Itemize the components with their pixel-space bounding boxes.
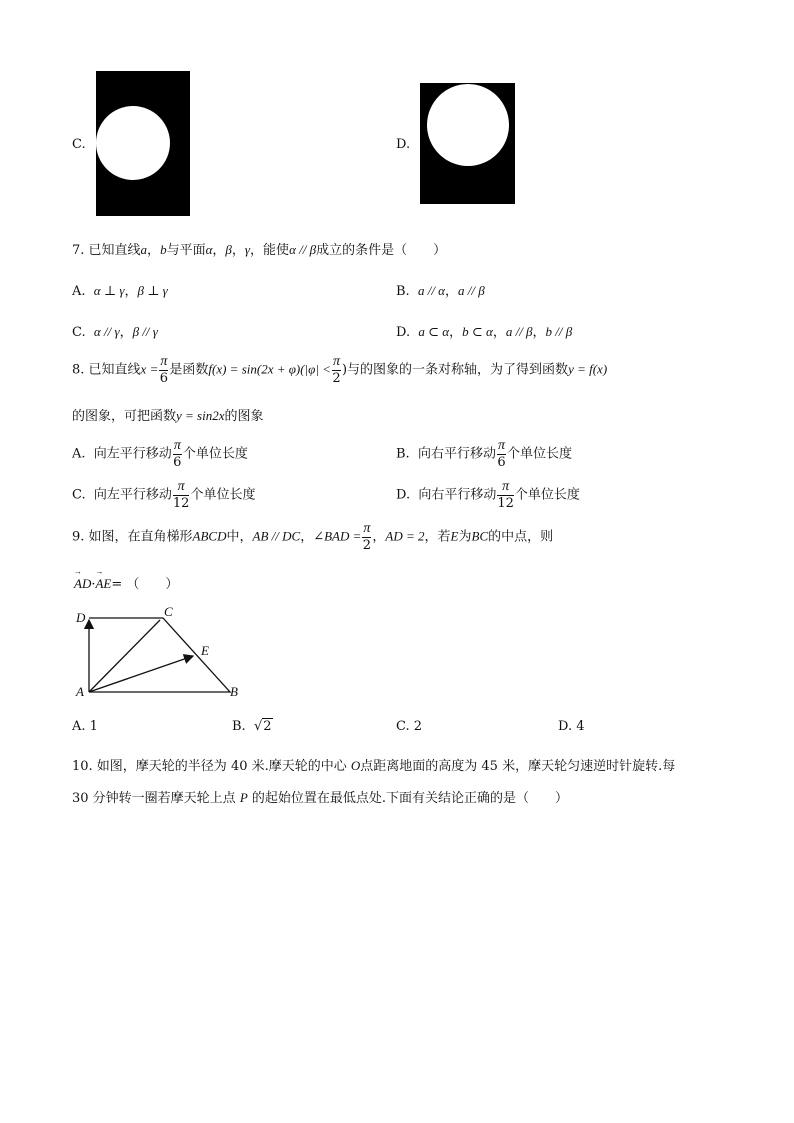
black-rect-circle-top-icon — [420, 83, 515, 204]
q8-option-a[interactable]: A. 向左平行移动 $\frac{\pi}{6}$ 个单位长度 — [72, 438, 248, 470]
q10-stem-line2: 30 分钟转一圈若摩天轮上点 P 的起始位置在最低点处.下面有关结论正确的是（ ） — [72, 790, 569, 806]
fraction-pi-2: $\frac{\pi}{2}$ — [332, 354, 341, 386]
option-d-label: D. — [396, 137, 411, 152]
q7-option-b[interactable]: B. a // α，a // β — [396, 283, 485, 299]
q8-option-b[interactable]: B. 向右平行移动 $\frac{\pi}{6}$ 个单位长度 — [396, 438, 572, 470]
q7-option-d[interactable]: D. a ⊂ α，b ⊂ α，a // β，b // β — [396, 324, 573, 340]
fraction-pi-6: $\frac{\pi}{6}$ — [159, 354, 168, 386]
vertex-b-label: B — [230, 684, 238, 699]
black-rect-circle-left-icon — [96, 71, 190, 216]
trapezoid-diagram — [70, 604, 250, 704]
q7-option-a[interactable]: A. α ⊥ γ，β ⊥ γ — [72, 283, 168, 299]
vector-ae: → AE — [95, 567, 112, 591]
q9-stem-line1: 9. 如图，在直角梯形ABCD中，AB // DC，∠BAD = $\frac{\pi}{2}$ ，AD = 2，若E为BC的中点，则 — [72, 521, 554, 553]
q9-option-a[interactable]: A. 1 — [72, 719, 98, 734]
q9-option-c[interactable]: C. 2 — [396, 719, 423, 734]
vertex-c-label: C — [164, 604, 173, 619]
sqrt-2: √2 — [253, 719, 272, 734]
q9-option-b[interactable]: B. √2 — [232, 719, 272, 734]
vector-ad: → AD — [74, 567, 92, 591]
q8-stem-line2: 的图象，可把函数y = sin2x的图象 — [72, 408, 264, 424]
q7-option-c[interactable]: C. α // γ，β // γ — [72, 324, 158, 340]
q8-option-d[interactable]: D. 向右平行移动 $\frac{\pi}{12}$ 个单位长度 — [396, 479, 580, 511]
option-c-label: C. — [72, 137, 86, 152]
q9-stem-line2: → AD· → AE= （ ） — [74, 567, 179, 592]
q7-stem: 7. 已知直线a，b与平面α，β，γ，能使α // β成立的条件是（ ） — [72, 242, 447, 258]
q8-option-c[interactable]: C. 向左平行移动 $\frac{\pi}{12}$ 个单位长度 — [72, 479, 256, 511]
vertex-e-label: E — [201, 643, 209, 658]
q9-option-d[interactable]: D. 4 — [558, 719, 585, 734]
fraction-pi-2: $\frac{\pi}{2}$ — [362, 521, 372, 553]
q8-stem-line1: 8. 已知直线x = $\frac{\pi}{6}$ 是函数f(x) = sin(2x + φ)(|φ| < $\frac{\pi}{2}$ )与的图象的一条对称轴，为了得到函数y = f(x) — [72, 354, 608, 386]
vertex-d-label: D — [76, 610, 86, 625]
q10-stem-line1: 10. 如图，摩天轮的半径为 40 米.摩天轮的中心 O点距离地面的高度为 45 米，摩天轮匀速逆时针旋转.每 — [72, 758, 676, 774]
vertex-a-label: A — [76, 684, 84, 699]
